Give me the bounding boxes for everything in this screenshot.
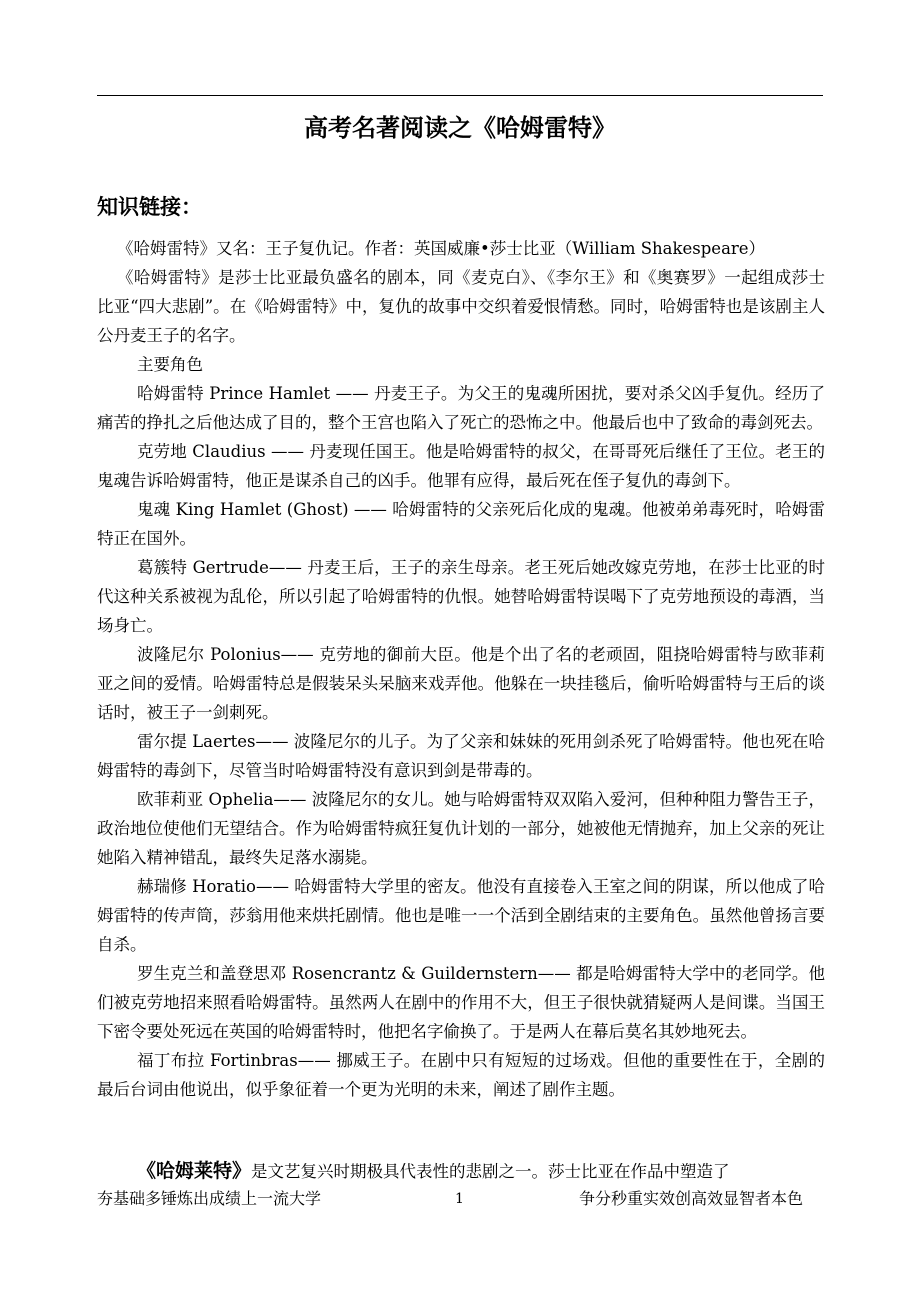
character-entry: 葛簇特 Gertrude—— 丹麦王后，王子的亲生母亲。老王死后她改嫁克劳地，在莎士比亚的时代这种关系被视为乱伦，所以引起了哈姆雷特的仇恨。她替哈姆雷特误喝下了克劳地预设的毒酒，当场身亡。 — [97, 558, 825, 635]
intro-paragraph: 《哈姆雷特》又名：王子复仇记。作者：英国威廉•莎士比亚（William Shakespeare） — [117, 239, 766, 258]
page-title: 高考名著阅读之《哈姆雷特》 — [304, 114, 616, 142]
closing-paragraph — [97, 1156, 825, 1187]
character-entry: 鬼魂 King Hamlet (Ghost) —— 哈姆雷特的父亲死后化成的鬼魂。他被弟弟毒死时，哈姆雷特正在国外。 — [97, 500, 825, 548]
footer-left-slogan: 夯基础多锤炼出成绩上一流大学 — [97, 1189, 322, 1208]
character-entry: 哈姆雷特 Prince Hamlet —— 丹麦王子。为父王的鬼魂所困扰，要对杀父凶手复仇。经历了痛苦的挣扎之后他达成了目的，整个王宫也陷入了死亡的恐怖之中。他最后也中了致命的毒剑死去。 — [97, 384, 825, 432]
closing-work-title: 《哈姆莱特》 — [137, 1160, 252, 1182]
page-number: 1 — [455, 1191, 464, 1207]
character-entry: 克劳地 Claudius —— 丹麦现任国王。他是哈姆雷特的叔父，在哥哥死后继任了王位。老王的鬼魂告诉哈姆雷特，他正是谋杀自己的凶手。他罪有应得，最后死在侄子复仇的毒剑下。 — [97, 442, 825, 490]
character-entry: 福丁布拉 Fortinbras—— 挪威王子。在剧中只有短短的过场戏。但他的重要性在于，全剧的最后台词由他说出，似乎象征着一个更为光明的未来，阐述了剧作主题。 — [97, 1051, 825, 1099]
section-heading: 知识链接： — [97, 195, 202, 219]
character-entry: 罗生克兰和盖登思邓 Rosencrantz & Guildernstern—— 都是哈姆雷特大学中的老同学。他们被克劳地招来照看哈姆雷特。虽然两人在剧中的作用不大，但王子很快就猜疑两人是间谍。当国王下密令要处死远在英国的哈姆雷特时，他把名字偷换了。于是两人在幕后莫名其妙地死去。 — [97, 964, 825, 1041]
document-body — [97, 234, 825, 1104]
characters-heading: 主要角色 — [137, 355, 203, 374]
page-footer — [97, 1186, 825, 1212]
character-entry: 赫瑞修 Horatio—— 哈姆雷特大学里的密友。他没有直接卷入王室之间的阴谋，所以他成了哈姆雷特的传声筒，莎翁用他来烘托剧情。他也是唯一一个活到全剧结束的主要角色。虽然他曾扬言要自杀。 — [97, 877, 825, 954]
closing-text: 是文艺复兴时期极具代表性的悲剧之一。莎士比亚在作品中塑造了 — [251, 1162, 730, 1181]
footer-right-slogan: 争分秒重实效创高效显智者本色 — [578, 1189, 803, 1208]
character-entry: 波隆尼尔 Polonius—— 克劳地的御前大臣。他是个出了名的老顽固，阻挠哈姆雷特与欧菲莉亚之间的爱情。哈姆雷特总是假装呆头呆脑来戏弄他。他躲在一块挂毯后，偷听哈姆雷特与王后的谈话时，被王子一剑刺死。 — [97, 645, 825, 722]
header-rule — [97, 95, 823, 96]
character-entry: 欧菲莉亚 Ophelia—— 波隆尼尔的女儿。她与哈姆雷特双双陷入爱河，但种种阻力警告王子，政治地位使他们无望结合。作为哈姆雷特疯狂复仇计划的一部分，她被他无情抛弃，加上父亲的死让她陷入精神错乱，最终失足落水溺毙。 — [97, 790, 825, 867]
intro-paragraph: 《哈姆雷特》是莎士比亚最负盛名的剧本，同《麦克白》、《李尔王》和《奥赛罗》一起组成莎士比亚“四大悲剧”。在《哈姆雷特》中，复仇的故事中交织着爱恨情愁。同时，哈姆雷特也是该剧主人公丹麦王子的名字。 — [97, 268, 825, 345]
character-entry: 雷尔提 Laertes—— 波隆尼尔的儿子。为了父亲和妹妹的死用剑杀死了哈姆雷特。他也死在哈姆雷特的毒剑下，尽管当时哈姆雷特没有意识到剑是带毒的。 — [97, 732, 825, 780]
